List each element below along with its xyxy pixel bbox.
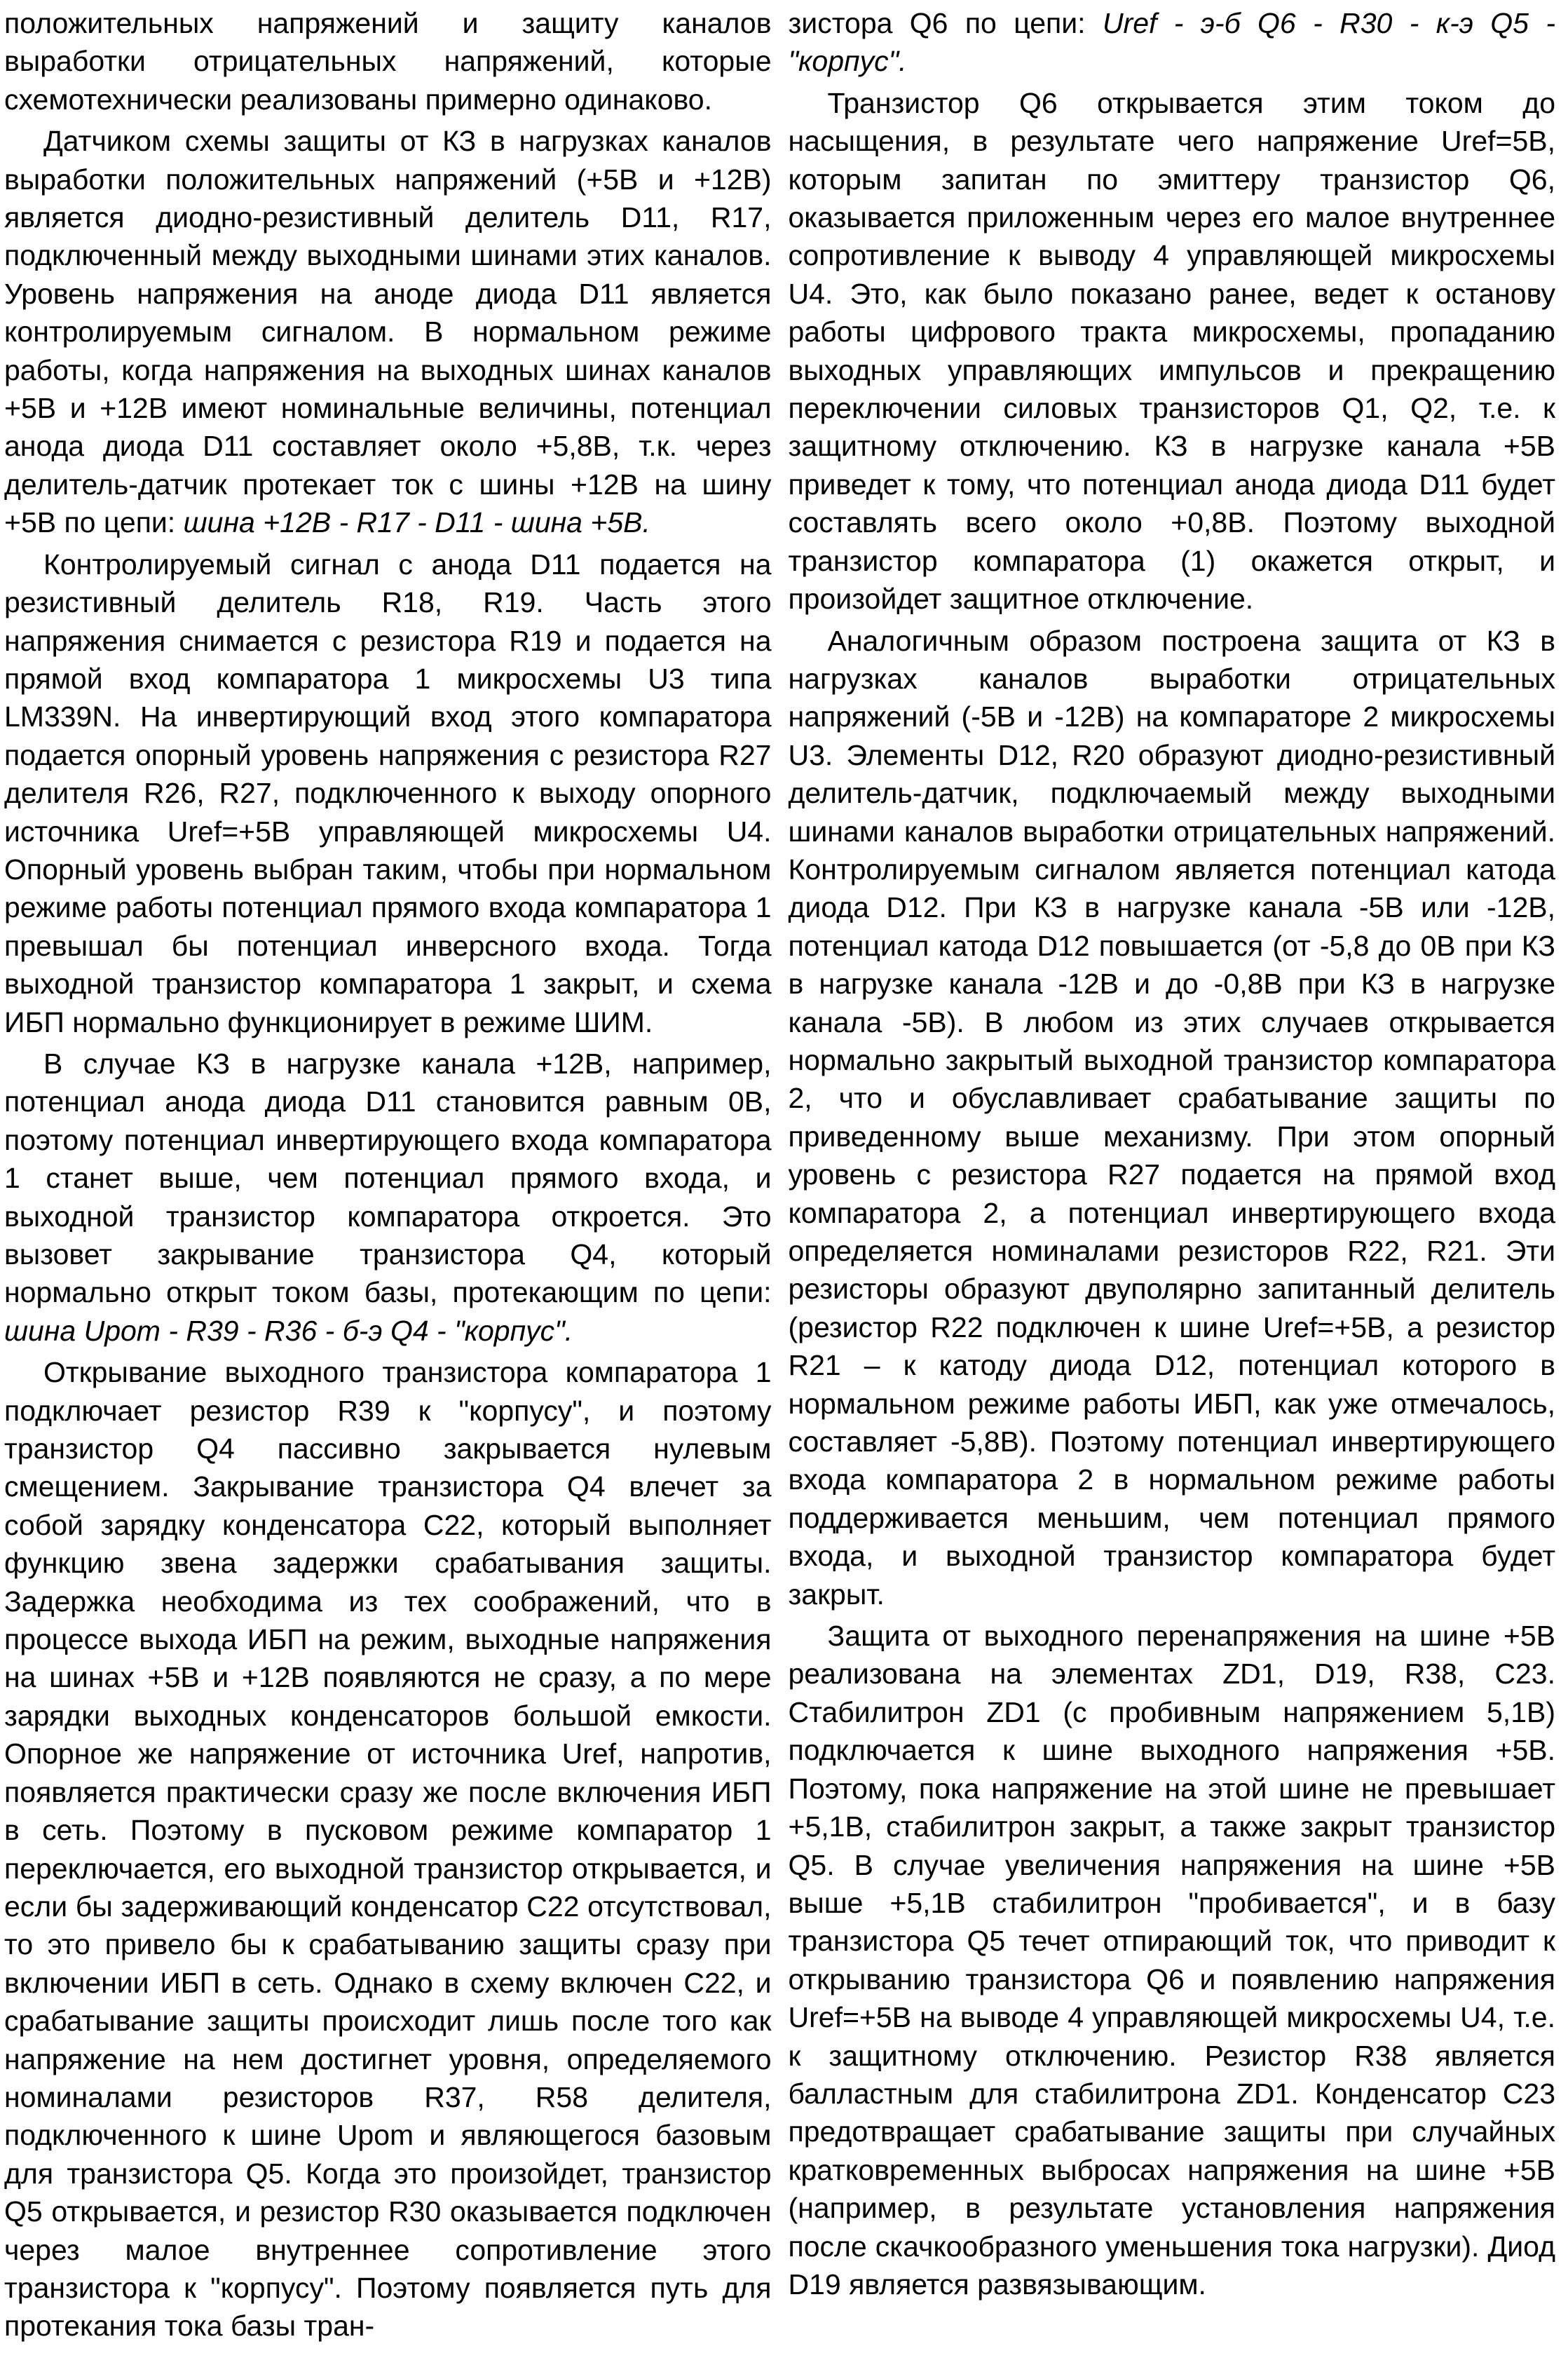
paragraph: Защита от выходного перенапряжения на шине +5В реализована на элементах ZD1, D19, R38, C23. Стабилитрон ZD1 (с пробивным напряжением 5,1В) подключается к шине выходного напряжения +5В. Поэтому, пока напряжение на этой шине не превышает +5,1В, стабилитрон закрыт, а также закрыт транзистор Q5. В случае увеличения напряжения на шине +5В выше +5,1В стабилитрон "пробивается", и в базу транзистора Q5 течет отпирающий ток, что приводит к открыванию транзистора Q6 и появлению напряжения Uref=+5В на выводе 4 управляющей микросхемы U4, т.е. к защитному отключению. Резистор R38 является балластным для стабилитрона ZD1. Конденсатор C23 предотвращает срабатывание защиты при случайных кратковременных выбросах напряжения на шине +5В (например, в результате установления напряжения после скачкообразного уменьшения тока нагрузки). Диод D19 является развязывающим. <box>788 1620 1555 2300</box>
paragraph-text: В случае КЗ в нагрузке канала +12В, например, потенциал анода диода D11 становится равным 0В, поэтому потенциал инвертирующего входа компаратора 1 станет выше, чем потенциал прямого входа, и выходной транзистор компаратора откроется. Это вызовет закрывание транзистора Q4, который нормально открыт током базы, протекающим по цепи: <box>4 1047 772 1309</box>
paragraph <box>4 122 772 541</box>
circuit-path: Uref - э-б Q6 - R30 - к-э Q5 - "корпус". <box>788 7 1555 78</box>
right-column <box>789 4 1556 2365</box>
circuit-path: шина +12В - R17 - D11 - шина +5В. <box>183 506 650 539</box>
paragraph-text: зистора Q6 по цепи: <box>788 7 1086 39</box>
left-column <box>4 4 772 2365</box>
paragraph <box>789 4 1556 81</box>
paragraph: Открывание выходного транзистора компаратора 1 подключает резистор R39 к "корпусу", и поэтому транзистор Q4 пассивно закрывается нулевым смещением. Закрывание транзистора Q4 влечет за собой зарядку конденсатора C22, который выполняет функцию звена задержки срабатывания защиты. Задержка необходима из тех соображений, что в процессе выхода ИБП на режим, выходные напряжения на шинах +5В и +12В появляются не сразу, а по мере зарядки выходных конденсаторов большой емкости. Опорное же напряжение от источника Uref, напротив, появляется практически сразу же после включения ИБП в сеть. Поэтому в пусковом режиме компаратор 1 переключается, его выходной транзистор открывается, и если бы задерживающий конденсатор C22 отсутствовал, то это привело бы к срабатыванию защиты сразу при включении ИБП в сеть. Однако в схему включен C22, и срабатывание защиты происходит лишь после того как напряжение на нем достигнет уровня, определяемого номиналами резисторов R37, R58 делителя, подключенного к шине Upom и являющегося базовым для транзистора Q5. Когда это произойдет, транзистор Q5 открывается, и резистор R30 оказывается подключен через малое внутреннее сопротивление этого транзистора к "корпусу". Поэтому появляется путь для протекания тока базы тран- <box>4 1356 772 2343</box>
paragraph: положительных напряжений и защиту каналов выработки отрицательных напряжений, которые схемотехнически реализованы примерно одинаково. <box>4 7 772 116</box>
circuit-path: шина Upom - R39 - R36 - б-э Q4 - "корпус". <box>4 1314 573 1347</box>
paragraph: Транзистор Q6 открывается этим током до насыщения, в результате чего напряжение Uref=5В, которым запитан по эмиттеру транзистор Q6, оказывается приложенным через его малое внутреннее сопротивление к выводу 4 управляющей микросхемы U4. Это, как было показано ранее, ведет к останову работы цифрового тракта микросхемы, пропаданию выходных управляющих импульсов и прекращению переключении силовых транзисторов Q1, Q2, т.е. к защитному отключению. КЗ в нагрузке канала +5В приведет к тому, что потенциал анода диода D11 будет составлять всего около +0,8В. Поэтому выходной транзистор компаратора (1) окажется открыт, и произойдет защитное отключение. <box>788 86 1555 616</box>
paragraph-text: Датчиком схемы защиты от КЗ в нагрузках каналов выработки положительных напряжений (+5В и +12В) является диодно-резистивный делитель D11, R17, подключенный между выходными шинами этих каналов. Уровень напряжения на аноде диода D11 является контролируемым сигналом. В нормальном режиме работы, когда напряжения на выходных шинах каналов +5В и +12В имеют номинальные величины, потенциал анода диода D11 составляет около +5,8В, т.к. через делитель-датчик протекает ток с шины +12В на шину +5В по цепи: <box>4 125 772 539</box>
paragraph <box>4 1045 772 1350</box>
paragraph: Аналогичным образом построена защита от КЗ в нагрузках каналов выработки отрицательных напряжений (-5В и -12В) на компараторе 2 микросхемы U3. Элементы D12, R20 образуют диодно-резистивный делитель-датчик, подключаемый между выходными шинами каналов выработки отрицательных напряжений. Контролируемым сигналом является потенциал катода диода D12. При КЗ в нагрузке канала -5В или -12В, потенциал катода D12 повышается (от -5,8 до 0В при КЗ в нагрузке канала -12В и до -0,8В при КЗ в нагрузке канала -5В). В любом из этих случаев открывается нормально закрытый выходной транзистор компаратора 2, что и обуславливает срабатывание защиты по приведенному выше механизму. При этом опорный уровень с резистора R27 подается на прямой вход компаратора 2, а потенциал инвертирующего входа определяется номиналами резисторов R22, R21. Эти резисторы образуют двуполярно запитанный делитель (резистор R22 подключен к шине Uref=+5В, а резистор R21 – к катоду диода D12, потенциал которого в нормальном режиме работы ИБП, как уже отмечалось, составляет -5,8В). Поэтому потенциал инвертирующего входа компаратора 2 в нормальном режиме работы поддерживается меньшим, чем потенциал прямого входа, и выходной транзистор компаратора будет закрыт. <box>788 624 1555 1611</box>
paragraph: Контролируемый сигнал с анода D11 подается на резистивный делитель R18, R19. Часть этого напряжения снимается с резистора R19 и подается на прямой вход компаратора 1 микросхемы U3 типа LM339N. На инвертирующий вход этого компаратора подается опорный уровень напряжения с резистора R27 делителя R26, R27, подключенного к выходу опорного источника Uref=+5В управляющей микросхемы U4. Опорный уровень выбран таким, чтобы при нормальном режиме работы потенциал прямого входа компаратора 1 превышал бы потенциал инверсного входа. Тогда выходной транзистор компаратора 1 закрыт, и схема ИБП нормально функционирует в режиме ШИМ. <box>4 548 772 1038</box>
